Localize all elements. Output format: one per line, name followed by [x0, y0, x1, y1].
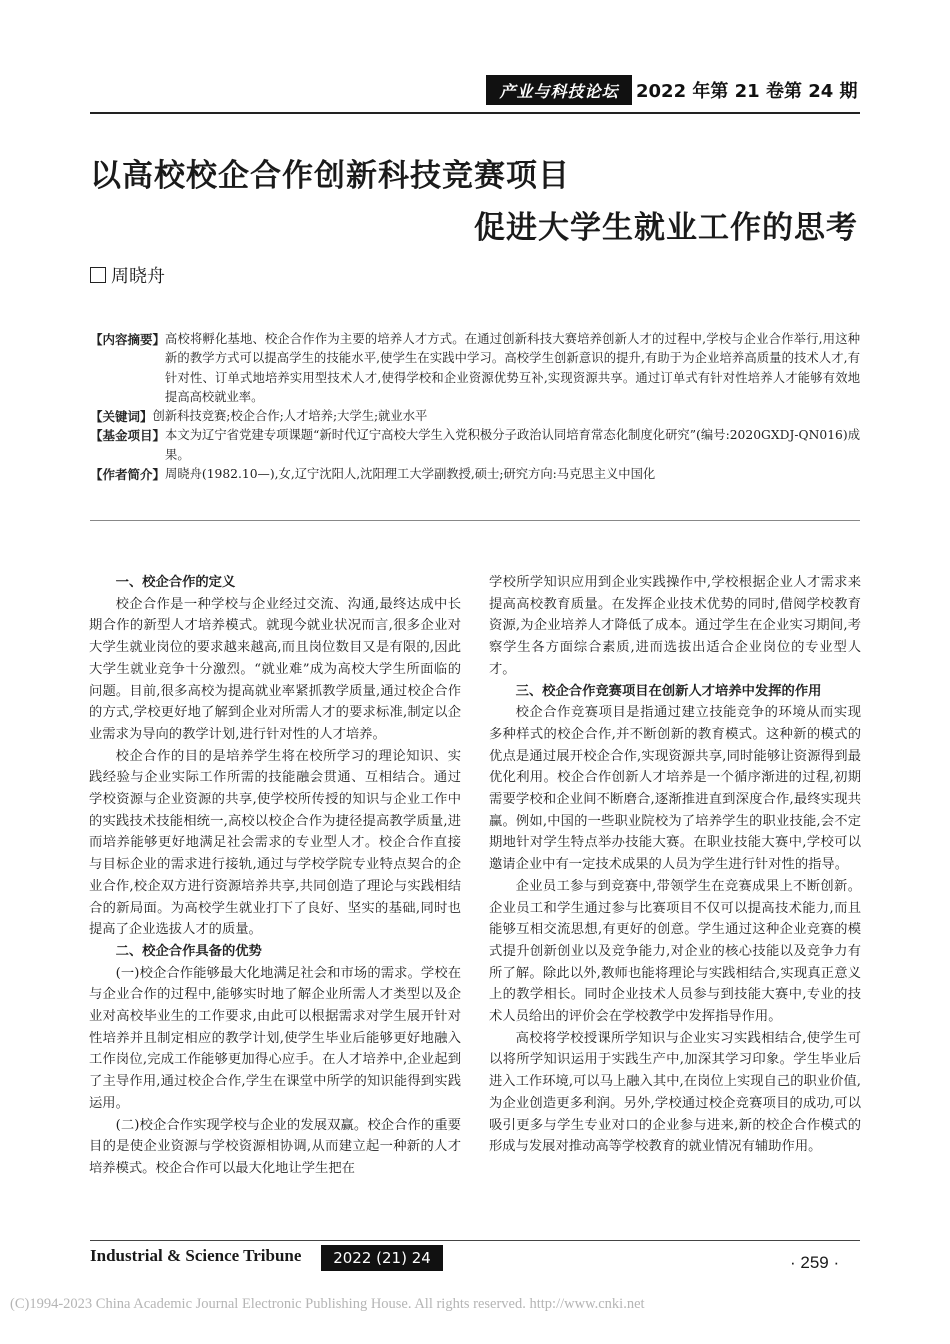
abstract-label: 【内容摘要】 [90, 332, 166, 347]
bio-label: 【作者简介】 [90, 467, 166, 483]
keywords-row [90, 407, 860, 426]
keywords-text: 创新科技竞赛;校企合作;人才培养;大学生;就业水平 [152, 409, 428, 424]
fund-label: 【基金项目】 [90, 428, 166, 444]
footer-rule [90, 1240, 860, 1241]
paragraph: 校企合作的目的是培养学生将在校所学习的理论知识、实践经验与企业实际工作所需的技能融会贯通、互相结合。通过学校资源与企业资源的共享,使学校所传授的知识与企业工作中的实践技术技能相统一,高校以校企合作为捷径提高教学质量,进而培养能够更好地满足社会需求的专业型人才。校企合作直接与目标企业的需求进行接轨,通过与学校学院专业特点契合的企业合作,校企双方进行资源培养共享,共同创造了理论与实践相结合的新局面。为高校学生就业打下了良好、坚实的基础,同时也提高了企业选拔人才的质量。 [89, 748, 461, 938]
paragraph: 校企合作是一种学校与企业经过交流、沟通,最终达成中长期合作的新型人才培养模式。就现今就业状况而言,很多企业对大学生就业岗位的要求越来越高,而且岗位数目又是有限的,因此大学生就业竞争十分激烈。“就业难”成为高校大学生所面临的问题。目前,很多高校为提高就业率紧抓教学质量,通过校企合作的方式,学校更好地了解到企业对所需人才的要求标准,制定以企业需求为导向的教学计划,进行针对性的人才培养。 [89, 596, 461, 742]
article-title-line-2: 促进大学生就业工作的思考 [474, 210, 858, 246]
body-column-right [489, 572, 861, 1158]
paragraph: 企业员工参与到竞赛中,带领学生在竞赛成果上不断创新。企业员工和学生通过参与比赛项目不仅可以提高技术能力,而且能够互相交流思想,有更好的创意。学生通过这种企业竞赛的模式提升创新创业以及竞争能力,对企业的核心技能以及竞争力有所了解。除此以外,教师也能将理论与实践相结合,实现真正意义上的教学相长。同时企业技术人员参与到技能大赛中,专业的技术人员给出的评价会在学校教学中发挥指导作用。 [489, 878, 861, 1025]
paragraph: 学校所学知识应用到企业实践操作中,学校根据企业人才需求来提高高校教育质量。在发挥企业技术优势的同时,借阅学校教育资源,为企业培养人才降低了成本。通过学生在企业实习期间,考察学生各方面综合素质,进而选拔出适合企业岗位的专业型人才。 [489, 575, 861, 677]
bio-text: 周晓舟(1982.10—),女,辽宁沈阳人,沈阳理工大学副教授,硕士;研究方向:马克思主义中国化 [165, 467, 656, 482]
paragraph-text: 学校在与企业合作的过程中,能够实时地了解企业所需人才类型以及企业对高校毕业生的工作要求,由此可以根据需求对学生展开针对性培养并且制定相应的教学计划,使学生毕业后能够更好地融入工作岗位,完成工作能够更加得心应手。在人才培养中,企业起到了主导作用,通过校企合作,学生在课堂中所学的知识能得到实践运用。 [89, 965, 462, 1111]
section-2-heading: 二、校企合作具备的优势 [115, 943, 262, 959]
journal-name-badge: 产业与科技论坛 [486, 75, 632, 105]
body-column-left [89, 572, 461, 1180]
issue-info: 2022 年第 21 卷第 24 期 [636, 81, 858, 102]
article-title-line-1: 以高校校企合作创新科技竞赛项目 [90, 158, 570, 194]
copyright-notice: (C)1994-2023 China Academic Journal Electronic Publishing House. All rights reserved. http://www.cnki.net [10, 1296, 645, 1312]
article-metadata [90, 330, 860, 484]
abstract-text: 高校将孵化基地、校企合作作为主要的培养人才方式。在通过创新科技大赛培养创新人才的过程中,学校与企业合作举行,用这种新的教学方式可以提高学生的技能水平,使学生在实践中学习。高校学生创新意识的提升,有助于为企业培养高质量的技术人才,有针对性、订单式地培养实用型技术人才,使得学校和企业资源优势互补,实现资源共享。通过订单式有针对性培养人才能够有效地提高高校就业率。 [165, 332, 860, 404]
paragraph: 校企合作竞赛项目是指通过建立技能竞争的环境从而实现多种样式的校企合作,并不断创新的教育模式。这种新的模式的优点是通过展开校企合作,实现资源共享,同时能够让资源得到最优化利用。校企合作创新人才培养是一个循序渐进的过程,初期需要学校和企业间不断磨合,逐渐推进直到深度合作,最终实现共赢。例如,中国的一些职业院校为了培养学生的职业技能,会不定期地针对学生特点举办技能大赛。在职业技能大赛中,学校可以邀请企业中有一定技术成果的人员为学生进行针对性的指导。 [489, 705, 861, 873]
author-line [90, 262, 165, 288]
keywords-label: 【关键词】 [90, 409, 153, 425]
paragraph-text: 校企合作的重要目的是使企业资源与学校资源相协调,从而建立起一种新的人才培养模式。校企合作可以最大化地让学生把在 [89, 1117, 462, 1176]
box-icon [90, 267, 106, 283]
footer-journal-name: Industrial & Science Tribune [90, 1246, 302, 1265]
subsection-lead: (二)校企合作实现学校与企业的发展双赢。 [115, 1117, 368, 1133]
paragraph [89, 1115, 461, 1180]
section-3-heading: 三、校企合作竞赛项目在创新人才培养中发挥的作用 [515, 683, 822, 699]
page-number: · 259 · [790, 1253, 840, 1272]
author-name: 周晓舟 [111, 266, 165, 287]
metadata-rule [90, 520, 860, 521]
subsection-lead: (一)校企合作能够最大化地满足社会和市场的需求。 [115, 965, 421, 981]
section-1-heading: 一、校企合作的定义 [115, 575, 236, 590]
paragraph: 高校将学校授课所学知识与企业实习实践相结合,使学生可以将所学知识运用于实践生产中,加深其学习印象。学生毕业后进入工作环境,可以马上融入其中,在岗位上实现自己的职业价值,为企业创造更多利润。另外,学校通过校企竞赛项目的成功,可以吸引更多与学生专业对口的企业参与进来,新的校企合作模式的形成与发展对推动高等学校教育的就业情况有辅助作用。 [489, 1030, 861, 1155]
header-rule [90, 112, 860, 114]
paragraph [89, 963, 461, 1115]
bio-row [90, 465, 860, 484]
footer-issue-badge: 2022 (21) 24 [321, 1245, 443, 1271]
fund-text: 本文为辽宁省党建专项课题“新时代辽宁高校大学生入党积极分子政治认同培育常态化制度化研究”(编号:2020GXDJ-QN016)成果。 [165, 428, 860, 462]
abstract-row [90, 330, 860, 407]
fund-row [90, 426, 860, 465]
